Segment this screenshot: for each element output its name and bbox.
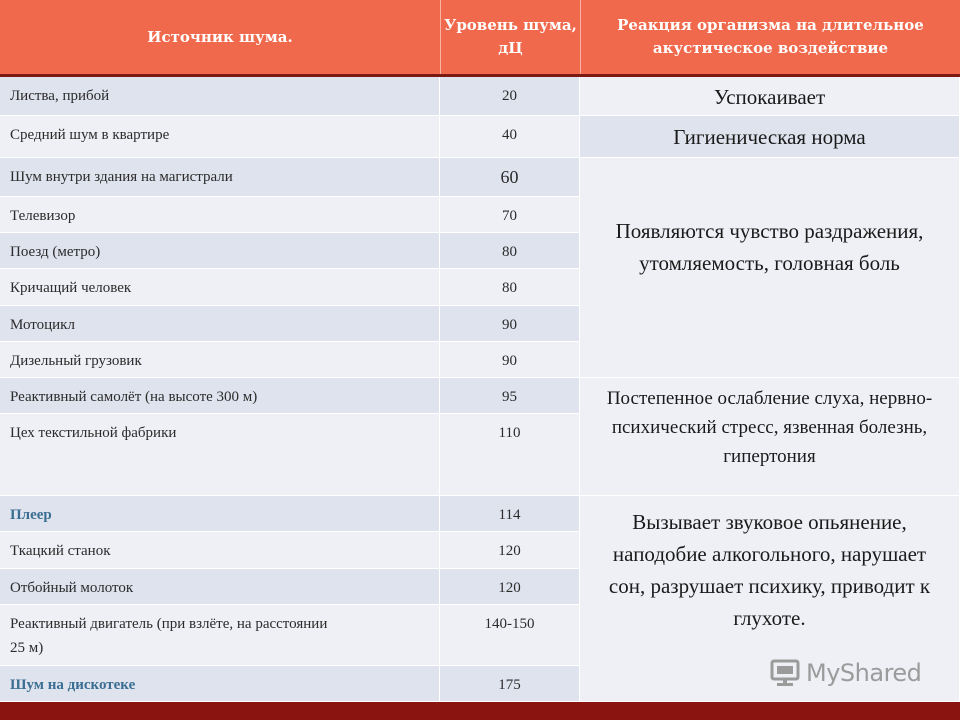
table-row-level: 114 xyxy=(440,496,580,532)
table-row-level: 120 xyxy=(440,569,580,605)
table-row-source: Поезд (метро) xyxy=(0,233,440,269)
reaction-hygiene-norm: Гигиеническая норма xyxy=(580,116,960,158)
slides-icon xyxy=(770,659,800,687)
reaction-sound-intoxication: Вызывает звуковое опьянение, наподобие алкогольного, нарушает сон, разрушает психику, приводит к глухоте. xyxy=(580,496,960,702)
reaction-soothes: Успокаивает xyxy=(580,77,960,116)
table-row-source: Плеер xyxy=(0,496,440,532)
footer-bar xyxy=(0,702,960,720)
table-row-source: Средний шум в квартире xyxy=(0,116,440,158)
table-row-level: 120 xyxy=(440,532,580,569)
table-row-level: 95 xyxy=(440,378,580,414)
table-row-source: Шум на дискотеке xyxy=(0,666,440,702)
table-row-source: Шум внутри здания на магистрали xyxy=(0,158,440,197)
table-row-level: 110 xyxy=(440,414,580,496)
table-row-source: Отбойный молоток xyxy=(0,569,440,605)
table-row-source: Кричащий человек xyxy=(0,269,440,306)
watermark xyxy=(770,656,921,690)
header-reaction: Реакция организма на длительное акустическое воздействие xyxy=(617,16,924,57)
table-row-source: Реактивный двигатель (при взлёте, на расстоянии 25 м) xyxy=(0,605,440,666)
table-row-source: Реактивный самолёт (на высоте 300 м) xyxy=(0,378,440,414)
table-row-level: 20 xyxy=(440,77,580,116)
table-row-level: 90 xyxy=(440,306,580,342)
table-row-level: 90 xyxy=(440,342,580,378)
table-row-source: Дизельный грузовик xyxy=(0,342,440,378)
table-row-source: Цех текстильной фабрики xyxy=(0,414,440,496)
reaction-irritation: Появляются чувство раздражения, утомляемость, головная боль xyxy=(580,158,960,378)
table-row-level: 40 xyxy=(440,116,580,158)
table-row-source: Ткацкий станок xyxy=(0,532,440,569)
table-row-source: Мотоцикл xyxy=(0,306,440,342)
table-row-level: 175 xyxy=(440,666,580,702)
table-row-level: 80 xyxy=(440,269,580,306)
header-source: Источник шума. xyxy=(147,27,293,46)
table-row-level: 60 xyxy=(440,158,580,197)
table-row-level: 140-150 xyxy=(440,605,580,666)
table-row-level: 70 xyxy=(440,197,580,233)
table-row-source: Телевизор xyxy=(0,197,440,233)
watermark-text: MyShared xyxy=(806,659,922,687)
table-row-source: Листва, прибой xyxy=(0,77,440,116)
reaction-hearing-loss: Постепенное ослабление слуха, нервно-психический стресс, язвенная болезнь, гипертония xyxy=(580,378,960,496)
header-level: Уровень шума, дЦ xyxy=(444,16,577,57)
table-row-level: 80 xyxy=(440,233,580,269)
